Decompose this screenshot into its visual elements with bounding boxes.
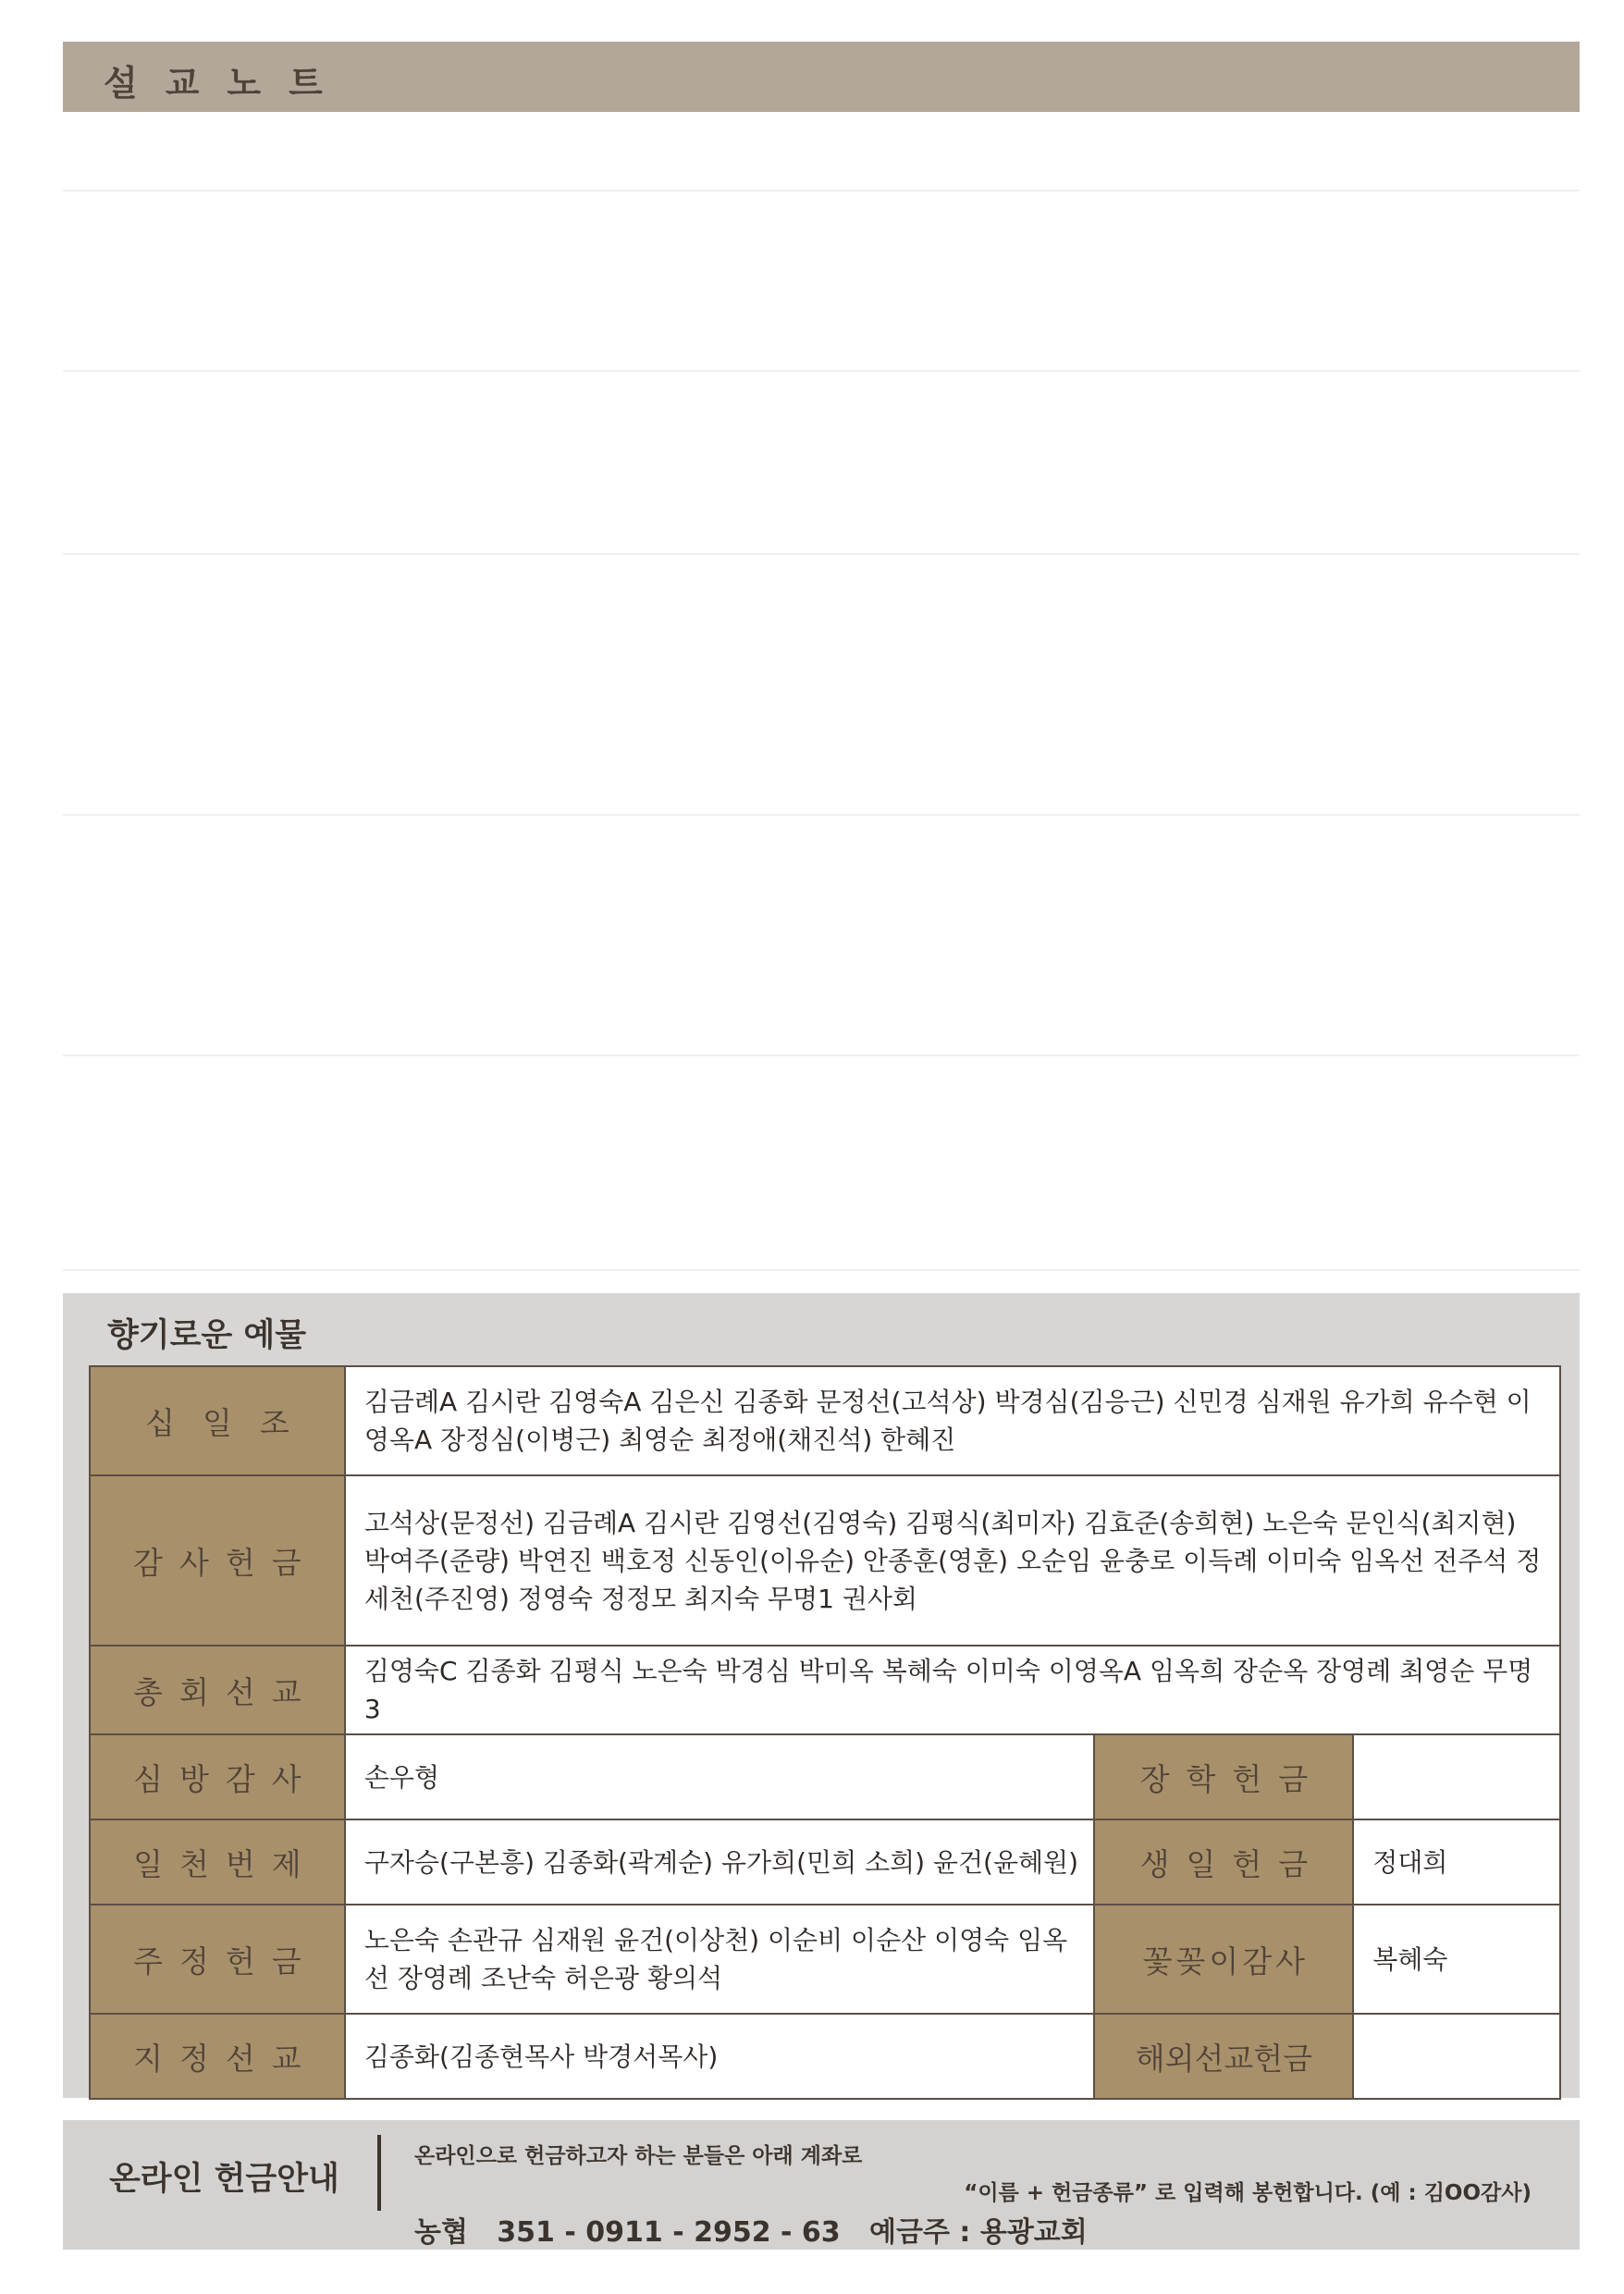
sermon-notes-title: 설교노트: [104, 63, 351, 104]
side-label: 장학헌금: [1094, 1734, 1353, 1819]
row-label: 심방감사: [90, 1734, 345, 1819]
table-row: [90, 1819, 1560, 1905]
table-row: [90, 1905, 1560, 2014]
note-line: [63, 1269, 1580, 1271]
divider: [377, 2135, 381, 2211]
row-label: 일천번제: [90, 1819, 345, 1905]
online-instruction-line2: “이름 + 헌금종류” 로 입력해 봉헌합니다. (예 : 김OO감사): [964, 2181, 1532, 2205]
note-line: [63, 814, 1580, 816]
note-line: [63, 553, 1580, 555]
online-offering-section: [63, 2120, 1580, 2250]
online-offering-title: 온라인 헌금안내: [109, 2161, 339, 2198]
row-label: 지정선교: [90, 2014, 345, 2099]
side-label: 해외선교헌금: [1094, 2014, 1353, 2099]
row-label: 십일조: [90, 1366, 345, 1475]
row-names: 김영숙C 김종화 김평식 노은숙 박경심 박미옥 복혜숙 이미숙 이영옥A 임옥희 장순옥 장영례 최영순 무명3: [345, 1646, 1560, 1734]
side-label: 생일헌금: [1094, 1819, 1353, 1905]
table-row: [90, 1475, 1560, 1646]
table-row: [90, 1734, 1560, 1819]
row-label: 총회선교: [90, 1646, 345, 1734]
side-names: [1353, 1734, 1560, 1819]
row-label: 주정헌금: [90, 1905, 345, 2014]
side-names: [1353, 2014, 1560, 2099]
row-names: 손우형: [345, 1734, 1095, 1819]
note-line: [63, 190, 1580, 191]
note-line: [63, 370, 1580, 372]
note-line: [63, 1054, 1580, 1056]
side-names: 정대희: [1353, 1819, 1560, 1905]
sermon-notes-header: [63, 42, 1580, 112]
row-names: 구자승(구본흥) 김종화(곽계순) 유가희(민희 소희) 윤건(윤혜원): [345, 1819, 1095, 1905]
offerings-title: 향기로운 예물: [107, 1317, 307, 1354]
table-row: [90, 2014, 1560, 2099]
row-names: 김금례A 김시란 김영숙A 김은신 김종화 문정선(고석상) 박경심(김응근) 신민경 심재원 유가희 유수현 이영옥A 장정심(이병근) 최영순 최정애(채진석) 한혜진: [345, 1366, 1560, 1475]
side-label: 꽃꽂이감사: [1094, 1905, 1353, 2014]
row-names: 김종화(김종현목사 박경서목사): [345, 2014, 1095, 2099]
online-instruction-line1: 온라인으로 헌금하고자 하는 분들은 아래 계좌로: [414, 2144, 863, 2168]
side-names: 복혜숙: [1353, 1905, 1560, 2014]
table-row: [90, 1366, 1560, 1475]
row-names: 노은숙 손관규 심재원 윤건(이상천) 이순비 이순산 이영숙 임옥선 장영례 조난숙 허은광 황의석: [345, 1905, 1095, 2014]
table-row: [90, 1646, 1560, 1734]
offerings-table: [89, 1365, 1561, 2100]
row-names: 고석상(문정선) 김금례A 김시란 김영선(김영숙) 김평식(최미자) 김효준(송희현) 노은숙 문인식(최지현) 박여주(준량) 박연진 백호정 신동인(이유순) 안종훈(영훈) 오순임 윤충로 이득례 이미숙 임옥선 전주석 정세천(주진영) 정영숙 정정모 최지숙 무명1 권사회: [345, 1475, 1560, 1646]
row-label: 감사헌금: [90, 1475, 345, 1646]
offerings-section: [63, 1293, 1580, 2098]
bank-account-info: 농협 351 - 0911 - 2952 - 63 예금주 : 용광교회: [414, 2216, 1088, 2249]
